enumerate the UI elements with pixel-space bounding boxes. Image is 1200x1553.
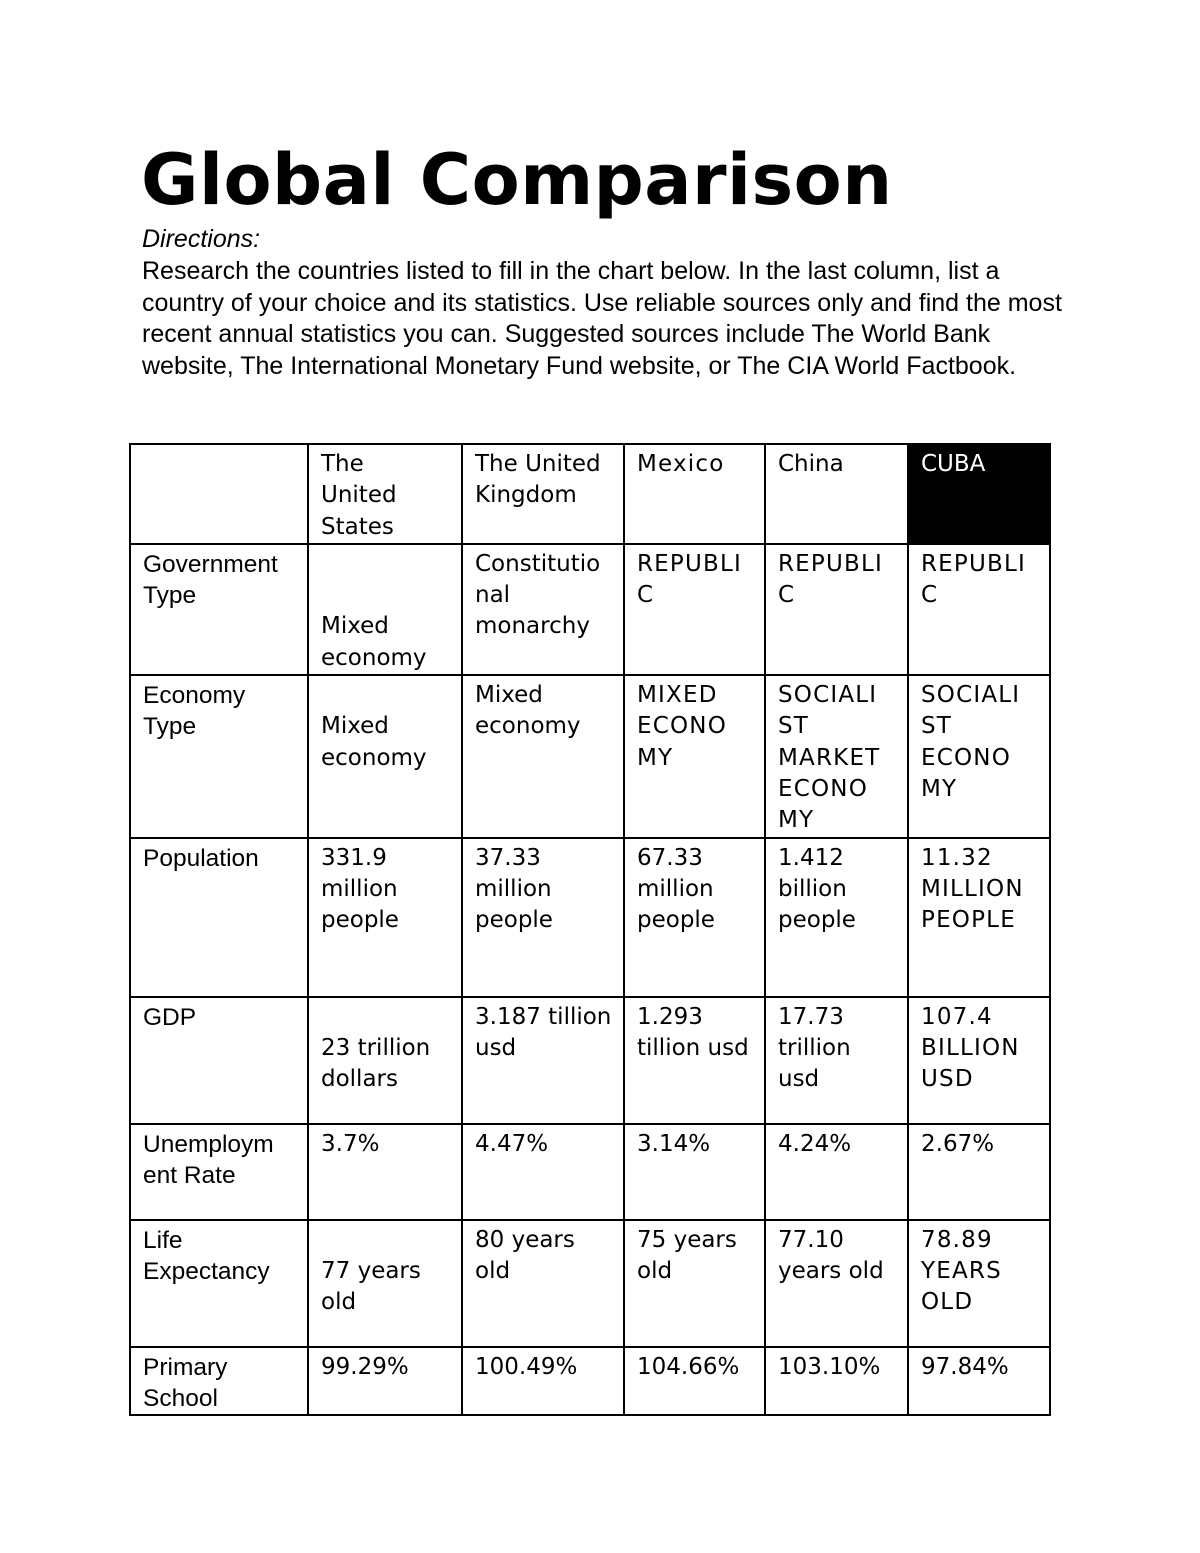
table-cell: 11.32 MILLION PEOPLE [908, 838, 1050, 997]
table-cell: REPUBLI C [908, 544, 1050, 675]
table-cell: 99.29% [308, 1347, 462, 1416]
table-cell: 100.49% [462, 1347, 624, 1416]
table-row [130, 1124, 1050, 1220]
table-cell: SOCIALI ST MARKET ECONO MY [765, 675, 908, 837]
table-cell: 75 years old [624, 1220, 765, 1347]
row-label: Life Expectancy [130, 1220, 308, 1347]
table-cell: MIXED ECONO MY [624, 675, 765, 837]
header-cell-mexico: Mexico [624, 444, 765, 544]
row-label: Government Type [130, 544, 308, 675]
directions-text: Research the countries listed to fill in the chart below. In the last column, list a country of your choice and its statistics. Use reliable sources only and find the most recent annual statistics you can. Suggested sources include The World Bank website, The International Monetary Fund website, or The CIA World Factbook. [142, 257, 1062, 380]
table-cell: 77.10 years old [765, 1220, 908, 1347]
table-row [130, 675, 1050, 837]
table-cell: 97.84% [908, 1347, 1050, 1416]
table-cell: REPUBLI C [624, 544, 765, 675]
directions-label: Directions: [142, 225, 261, 253]
table-row [130, 544, 1050, 675]
header-cell-united-kingdom: The United Kingdom [462, 444, 624, 544]
table-cell: 23 trillion dollars [308, 997, 462, 1124]
row-label: Unemploym ent Rate [130, 1124, 308, 1220]
table-cell: 331.9 million people [308, 838, 462, 997]
table-cell: 17.73 trillion usd [765, 997, 908, 1124]
table-cell: Mixed economy [308, 675, 462, 837]
table-cell: REPUBLI C [765, 544, 908, 675]
header-cell-empty [130, 444, 308, 544]
table-cell: 2.67% [908, 1124, 1050, 1220]
table-cell: 77 years old [308, 1220, 462, 1347]
table-cell: 37.33 million people [462, 838, 624, 997]
table-cell: 3.7% [308, 1124, 462, 1220]
table-cell: 107.4 BILLION USD [908, 997, 1050, 1124]
table-cell: 4.47% [462, 1124, 624, 1220]
table-cell: 104.66% [624, 1347, 765, 1416]
header-cell-china: China [765, 444, 908, 544]
table-cell: 3.187 tillion usd [462, 997, 624, 1124]
header-cell-cuba: CUBA [908, 444, 1050, 544]
table-cell: Mixed economy [462, 675, 624, 837]
table-cell: 78.89 YEARS OLD [908, 1220, 1050, 1347]
table-cell: SOCIALI ST ECONO MY [908, 675, 1050, 837]
table-cell: 3.14% [624, 1124, 765, 1220]
header-cell-united-states: The United States [308, 444, 462, 544]
row-label: Primary School [130, 1347, 308, 1416]
row-label: GDP [130, 997, 308, 1124]
table-cell: 67.33 million people [624, 838, 765, 997]
comparison-table [129, 443, 1051, 1416]
table-cell: 1.293 tillion usd [624, 997, 765, 1124]
table-row [130, 838, 1050, 997]
table-cell: 80 years old [462, 1220, 624, 1347]
table-cell: 4.24% [765, 1124, 908, 1220]
table-row [130, 1220, 1050, 1347]
header-row [130, 444, 1050, 544]
table-cell: Mixed economy [308, 544, 462, 675]
table-row [130, 1347, 1050, 1416]
table-row [130, 997, 1050, 1124]
row-label: Economy Type [130, 675, 308, 837]
table-cell: 103.10% [765, 1347, 908, 1416]
row-label: Population [130, 838, 308, 997]
page-title: Global Comparison [141, 139, 893, 221]
table-cell: 1.412 billion people [765, 838, 908, 997]
table-cell: Constitutio nal monarchy [462, 544, 624, 675]
